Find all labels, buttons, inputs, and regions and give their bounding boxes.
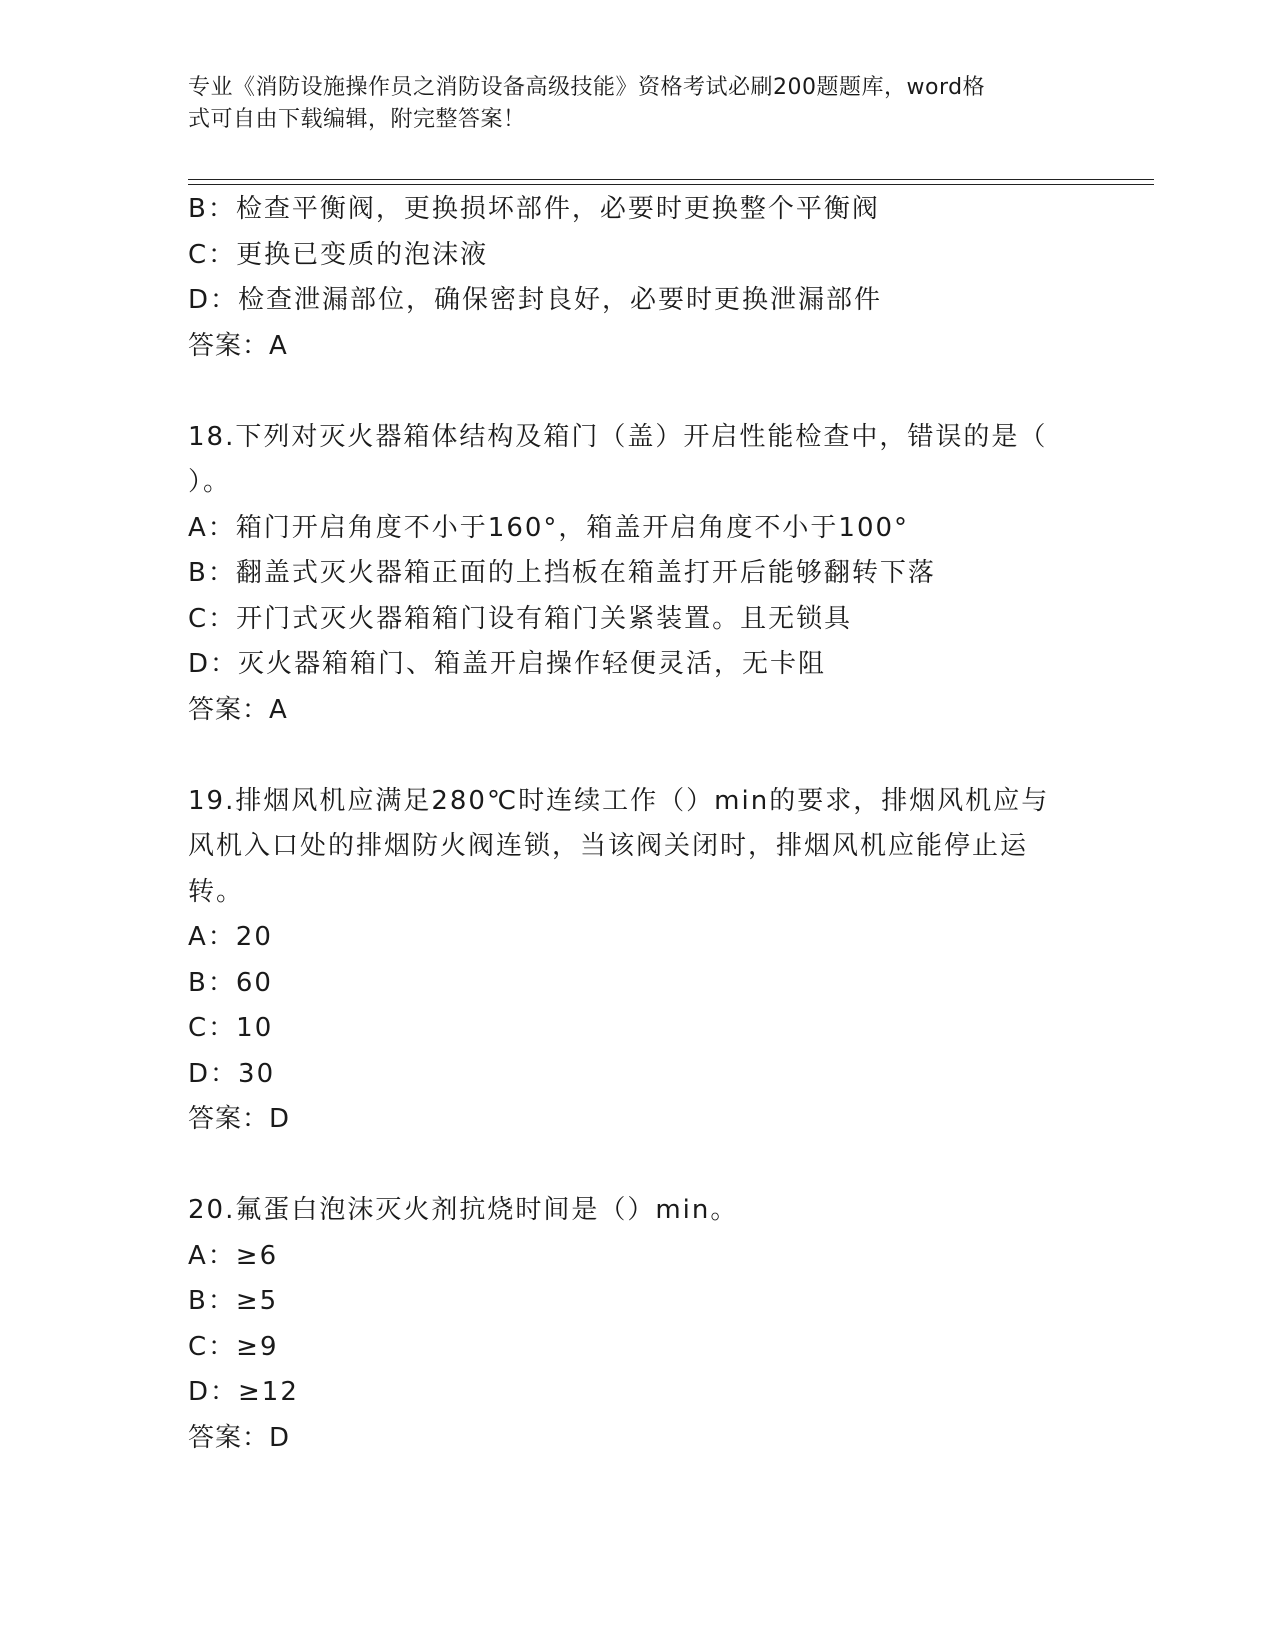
option-c: C：10: [188, 1013, 274, 1043]
option-d: D：检查泄漏部位，确保密封良好，必要时更换泄漏部件: [188, 285, 883, 315]
option-a: A：≥6: [188, 1240, 279, 1271]
spacer: [188, 1143, 1088, 1189]
header-line-1: 专业《消防设施操作员之消防设备高级技能》资格考试必刷200题题库，word格: [188, 75, 986, 100]
spacer: [188, 733, 1088, 779]
option-b: B：翻盖式灭火器箱正面的上挡板在箱盖打开后能够翻转下落: [188, 558, 936, 588]
option-c: C：≥9: [188, 1331, 279, 1362]
answer: 答案：D: [188, 1422, 291, 1453]
question-list: [188, 187, 1088, 1461]
question-text-line: ）。: [188, 467, 232, 497]
header-divider-bottom: [188, 184, 1154, 185]
option-a: A：箱门开启角度不小于160°，箱盖开启角度不小于100°: [188, 512, 910, 543]
question-20: [188, 1188, 1088, 1461]
question-17-tail: [188, 187, 1088, 369]
option-b: B：检查平衡阀，更换损坏部件，必要时更换整个平衡阀: [188, 194, 880, 224]
document-header: [188, 72, 1068, 136]
question-text-line: 20.氟蛋白泡沫灭火剂抗烧时间是（）min。: [188, 1195, 739, 1225]
question-18: [188, 415, 1088, 734]
question-text-line: 18.下列对灭火器箱体结构及箱门（盖）开启性能检查中，错误的是（: [188, 421, 1048, 452]
question-19: [188, 779, 1088, 1143]
question-text-line: 风机入口处的排烟防火阀连锁，当该阀关闭时，排烟风机应能停止运: [188, 831, 1029, 861]
option-d: D：灭火器箱箱门、箱盖开启操作轻便灵活，无卡阻: [188, 649, 827, 679]
spacer: [188, 369, 1088, 415]
question-text-line: 转。: [188, 876, 245, 907]
header-divider-top: [188, 179, 1154, 180]
answer: 答案：A: [188, 694, 288, 725]
answer: 答案：D: [188, 1104, 291, 1134]
header-line-2: 式可自由下载编辑，附完整答案！: [188, 107, 526, 132]
option-a: A：20: [188, 922, 273, 952]
answer: 答案：A: [188, 330, 288, 361]
option-d: D：≥12: [188, 1377, 299, 1407]
option-c: C：更换已变质的泡沫液: [188, 239, 489, 270]
option-d: D：30: [188, 1058, 276, 1089]
option-b: B：≥5: [188, 1286, 279, 1316]
option-b: B：60: [188, 967, 273, 998]
question-text-line: 19.排烟风机应满足280℃时连续工作（）min的要求，排烟风机应与: [188, 785, 1050, 816]
option-c: C：开门式灭火器箱箱门设有箱门关紧装置。且无锁具: [188, 603, 853, 634]
